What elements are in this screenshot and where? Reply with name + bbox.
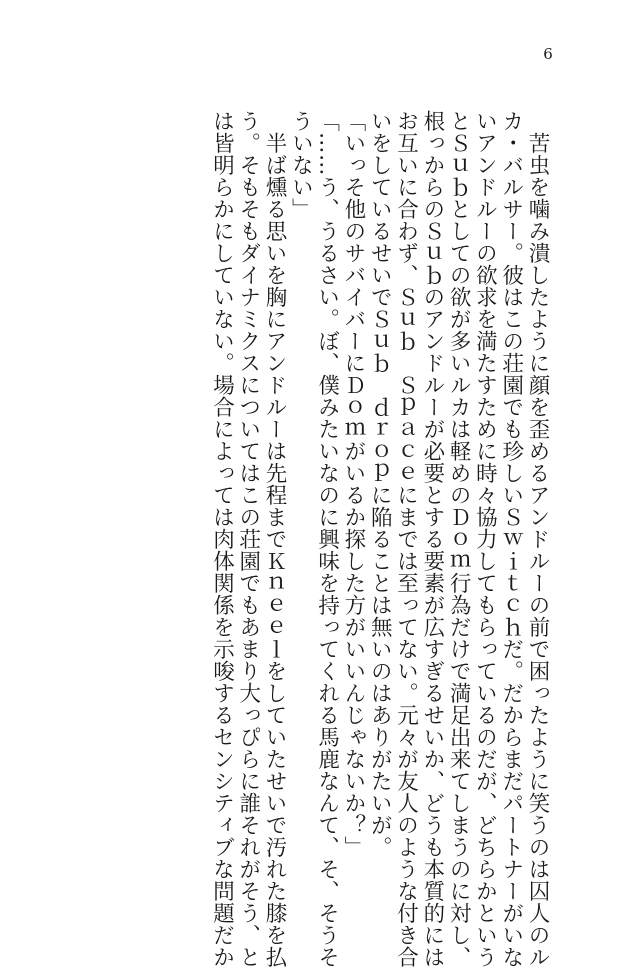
text-line: 苦虫を噛み潰したように顔を歪めるアンドルーの前で困ったように笑うのは囚人のル: [525, 110, 550, 968]
text-line: ういない」: [288, 110, 314, 220]
text-line: 「いっそ他のサバイバーにＤｏｍがいるか探した方がいいんじゃないか？」: [340, 110, 366, 858]
text-line: いアンドルーの欲求を満たすために時々協力してもらっているのだが、どちらかという: [472, 110, 498, 968]
text-line: とＳｕｂとしての欲が多いルカは軽めのＤｏｍ行為だけで満足出来てしまうのに対し、: [446, 110, 472, 968]
text-line: 根っからのＳｕｂのアンドルーが必要とする要素が広すぎるせいか、どうも本質的には: [419, 110, 445, 968]
text-line: いをしているせいでＳｕｂ ｄｒｏｐに陥ることは無いのはありがたいが。: [367, 110, 393, 858]
text-line: 半ば燻る思いを胸にアンドルーは先程までＫｎｅｅｌをしていたせいで汚れた膝を払: [262, 110, 288, 968]
text-line: う。そもそもダイナミクスについてはこの荘園でもあまり大っぴらに誰それがそう、と: [235, 110, 261, 968]
text-line: お互いに合わず、Ｓｕｂ Ｓｐａｃｅにまでは至ってない。元々が友人のような付き合: [393, 110, 419, 968]
page-number: 6: [543, 45, 553, 63]
text-line: 「……う、うるさい。ぼ、僕みたいなのに興味を持ってくれる馬鹿なんて、そ、そうそ: [314, 110, 340, 968]
body-text: [150, 110, 550, 968]
text-line: カ・バルサー。彼はこの荘園でも珍しいＳｗｉｔｃｈだ。だからまだパートナーがいな: [498, 110, 524, 968]
text-line: は皆明らかにしていない。場合によっては肉体関係を示唆するセンシティブな問題だか: [209, 110, 235, 968]
